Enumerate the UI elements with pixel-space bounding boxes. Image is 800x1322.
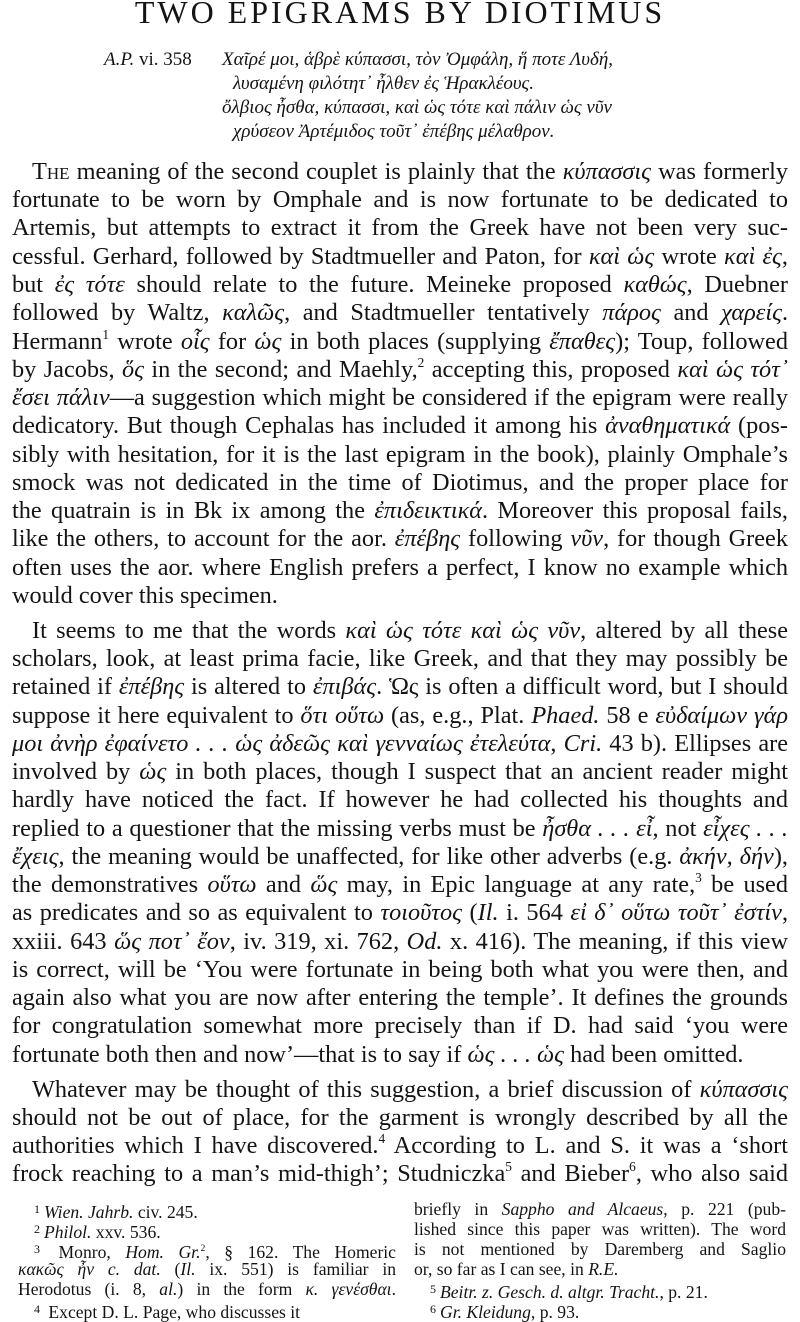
body-line: The meaning of the second couplet is plainly that the κύπασσις was formerly: [32, 158, 788, 185]
footnote-marker: 3: [695, 869, 702, 885]
body-line: for congratulation somewhat more precisely than if D. had said ‘you were: [12, 1012, 788, 1039]
footnote-continuation: Herodotus (i. 8, al.) in the form κ. γενέσθαι.: [18, 1279, 396, 1299]
body-line: hardly have noticed the fact. If however he had collected his thoughts and: [12, 786, 788, 813]
body-line: Whatever may be thought of this suggestion, a brief discussion of κύπασσις: [32, 1076, 788, 1103]
body-line: the quatrain is in Bk ix among the ἐπιδεικτικά. Moreover this proposal fails,: [12, 497, 788, 524]
body-line: μοι ἀνὴρ ἐφαίνετο . . . ὡς ἀδεῶς καὶ γενναίως ἐτελεύτα, Cri. 43 b). Ellipses are: [12, 730, 788, 757]
body-line: followed by Waltz, καλῶς, and Stadtmueller tentatively πάρος and χαρείς.: [12, 299, 789, 326]
footnote-continuation: or, so far as I can see, in R.E.: [414, 1259, 619, 1279]
body-line: as predicates and so as equivalent to τοιοῦτος (Il. i. 564 εἰ δ᾽ οὕτω τοῦτ᾽ ἐστίν,: [12, 899, 789, 926]
body-line: It seems to me that the words καὶ ὡς τότε καὶ ὡς νῦν, altered by all these: [32, 617, 788, 644]
footnote-continuation: lished since this paper was written). The word: [414, 1219, 786, 1239]
footnote: $^4$ Except D. L. Page, who discusses it: [34, 1302, 301, 1322]
epigram-line: Χαῖρέ μοι, ἁβρὲ κύπασσι, τὸν Ὀμφάλη, ἥ ποτε Λυδή,: [222, 49, 614, 70]
body-line: often uses the aor. where English prefers a perfect, I know no example which: [12, 554, 788, 581]
body-line: scholars, look, at least prima facie, like Greek, and that they may possibly be: [12, 645, 788, 672]
body-line: suppose it here equivalent to ὅτι οὕτω (as, e.g., Plat. Phaed. 58 e εὐδαίμων γάρ: [12, 702, 788, 729]
footnote-marker: 2: [417, 354, 425, 370]
footnote: $^3$ Monro, Hom. Gr.$^2$, § 162. The Homeric: [34, 1242, 396, 1262]
body-line: dedicatory. But though Cephalas has included it among his ἀναθηματικά (pos-: [12, 412, 788, 439]
body-line: the demonstratives οὕτω and ὥς may, in Epic language at any rate,$^3$ be used: [12, 869, 788, 898]
article-title: TWO EPIGRAMS BY DIOTIMUS: [134, 0, 666, 30]
body-line: authorities which I have discovered.$^4$ According to L. and S. it was a ‘short: [12, 1130, 788, 1159]
footnote: $^5$ Beitr. z. Gesch. d. altgr. Tracht., p. 21.: [430, 1282, 708, 1302]
footnote-continuation: is not mentioned by Daremberg and Saglio: [414, 1239, 786, 1259]
epigram-line: ὄλβιος ἦσθα, κύπασσι, καὶ ὡς τότε καὶ πάλιν ὡς νῦν: [222, 97, 612, 118]
footnote-continuation: briefly in Sappho and Alcaeus, p. 221 (pub-: [414, 1199, 786, 1219]
body-line: sibly with hesitation, for it is the last epigram in the book), plainly Omphale’s: [12, 441, 788, 468]
footnote-marker: 6: [629, 1158, 636, 1174]
body-line: retained if ἐπέβης is altered to ἐπιβάς. Ὡς is often a difficult word, but I should: [12, 673, 789, 700]
footnote: $^1$ Wien. Jahrb. civ. 245.: [34, 1202, 198, 1222]
body-line: fortunate both then and now’—that is to say if ὡς . . . ὡς had been omitted.: [12, 1041, 744, 1068]
body-line: replied to a questioner that the missing verbs must be ἦσθα . . . εἶ, not εἶχες . . .: [12, 815, 788, 842]
body-line: Artemis, but attempts to extract it from the Greek have not been very suc-: [12, 214, 788, 241]
epigram-line: λυσαμένη φιλότητ᾽ ἦλθεν ἐς Ἡρακλέους.: [233, 73, 535, 94]
body-line: is correct, will be ‘You were fortunate in being both what you were then, and: [12, 956, 788, 983]
body-line: by Jacobs, ὅς in the second; and Maehly,$^2$ accepting this, proposed καὶ ὡς τότ᾽: [12, 354, 788, 383]
body-line: like the others, to account for the aor. ἐπέβης following νῦν, for though Greek: [12, 525, 788, 552]
body-line: frock reaching to a man’s mid-thigh’; Studniczka$^5$ and Bieber$^6$, who also said: [12, 1158, 788, 1187]
footnote: $^2$ Philol. xxv. 536.: [34, 1222, 161, 1242]
body-line: xxiii. 643 ὥς ποτ᾽ ἔον, iv. 319, xi. 762, Od. x. 416). The meaning, if this view: [12, 928, 788, 955]
body-line: would cover this specimen.: [12, 582, 278, 609]
footnote-marker: 1: [102, 326, 110, 342]
footnote-marker: 4: [378, 1130, 386, 1146]
body-line: should not be out of place, for the garment is wrongly described by all the: [12, 1104, 788, 1131]
body-line: smock was not dedicated in the time of Diotimus, and the proper place for: [12, 469, 788, 496]
body-line: again also what you are now after entering the temple’. It defines the grounds: [12, 984, 788, 1011]
body-line: but ἐς τότε should relate to the future. Meineke proposed καθώς, Duebner: [12, 271, 788, 298]
body-line: ἔσει πάλιν—a suggestion which might be considered if the epigram were really: [12, 384, 788, 411]
footnote: $^6$ Gr. Kleidung, p. 93.: [430, 1302, 580, 1322]
body-line: cessful. Gerhard, followed by Stadtmueller and Paton, for καὶ ὡς wrote καὶ ἐς,: [12, 243, 788, 270]
body-line: ἔχεις, the meaning would be unaffected, for like other adverbs (e.g. ἀκήν, δήν),: [12, 843, 788, 870]
epigram-source: A.P.: [104, 49, 135, 70]
body-line: involved by ὡς in both places, though I suspect that an ancient reader might: [12, 758, 788, 785]
body-line: fortunate to be worn by Omphale and is now fortunate to be dedicated to: [12, 186, 788, 213]
epigram-reference: [104, 49, 192, 71]
epigram-ref-number: vi. 358: [139, 49, 192, 70]
footnote-continuation: κακῶς ἦν c. dat. (Il. ix. 551) is familiar in: [18, 1259, 397, 1279]
epigram-line: χρύσεον Ἀρτέμιδος τοῦτ᾽ ἐπέβης μέλαθρον.: [233, 121, 555, 142]
body-line: Hermann$^1$ wrote οἷς for ὡς in both places (supplying ἔπαθες); Toup, followed: [12, 326, 788, 355]
footnote-marker: 5: [505, 1158, 512, 1174]
